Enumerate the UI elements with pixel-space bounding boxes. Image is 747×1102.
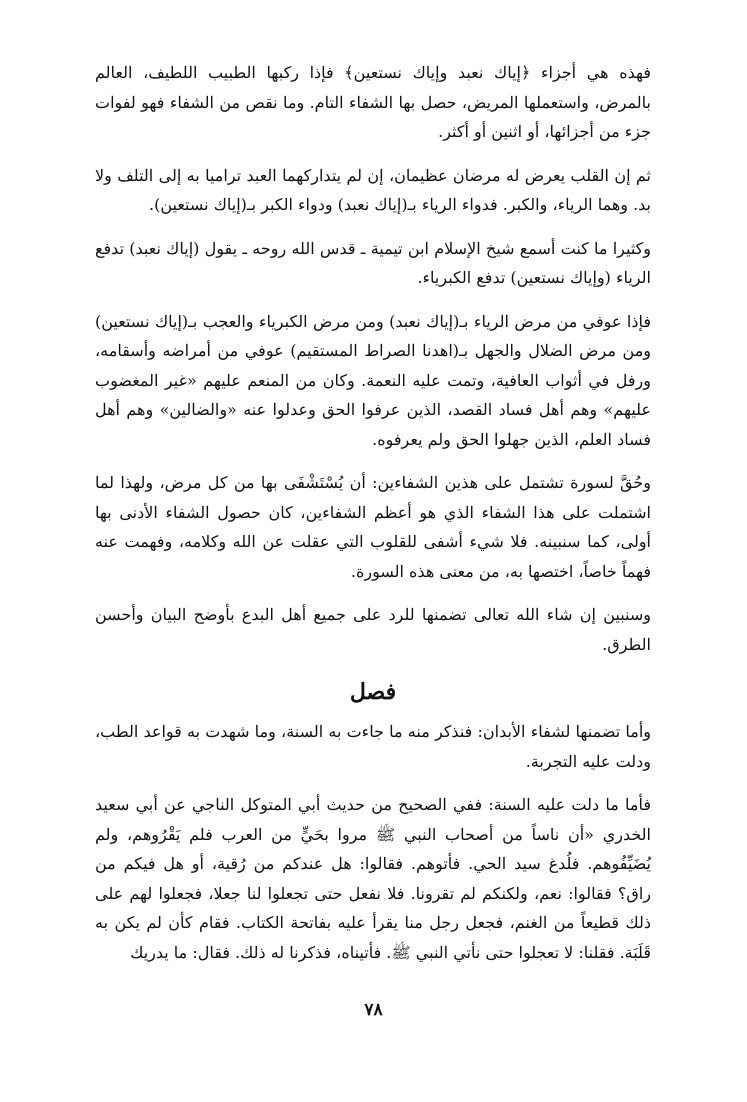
paragraph: ثم إن القلب يعرض له مرضان عظيمان، إن لم يتداركهما العبد تراميا به إلى التلف ولا بد. وهما الرياء، والكبر. فدواء الرياء بـ(إياك نعبد) ودواء الكبر بـ(إياك نستعين). xyxy=(95,165,651,214)
paragraph: وحُقَّ لسورة تشتمل على هذين الشفاءين: أن يُسْتَشْفَى بها من كل مرض، ولهذا لما اشتملت على هذا الشفاء الذي هو أعظم الشفاءين، كان حصول الشفاء الأدنى بها أولى، كما سنبينه. فلا شيء أشفى للقلوب التي عقلت عن الله وكلامه، وفهمت عنه فهماً خاصاً، اختصها به، من معنى هذه السورة. xyxy=(95,473,652,581)
paragraph: وأما تضمنها لشفاء الأبدان: فنذكر منه ما جاءت به السنة، وما شهدت به قواعد الطب، ودلت عليه التجربة. xyxy=(95,722,651,771)
page-body xyxy=(95,58,651,981)
paragraph: وكثيرا ما كنت أسمع شيخ الإسلام ابن تيمية ـ قدس الله روحه ـ يقول (إياك نعبد) تدفع الرياء (وإياك نستعين) تدفع الكبرياء. xyxy=(95,238,651,287)
paragraph: فإذا عوفي من مرض الرياء بـ(إياك نعبد) ومن مرض الكبرياء والعجب بـ(إياك نستعين) ومن مرض الضلال والجهل بـ(اهدنا الصراط المستقيم) عوفي من أمراضه وأسقامه، ورفل في أثواب العافية، وتمت عليه النعمة. وكان من المنعم عليهم «غير المغضوب عليهم» وهم أهل فساد القصد، الذين عرفوا الحق وعدلوا عنه «والضالين» وهم أهل فساد العلم، الذين جهلوا الحق ولم يعرفوه. xyxy=(95,311,651,449)
section-heading: فصل xyxy=(349,679,397,705)
paragraph: فهذه هي أجزاء ﴿إياك نعبد وإياك نستعين﴾ فإذا ركبها الطبيب اللطيف، العالم بالمرض، واستعملها المريض، حصل بها الشفاء التام. وما نقص من الشفاء فهو لفوات جزء من أجزائها، أو اثنين أو أكثر. xyxy=(95,63,651,141)
paragraph: وسنبين إن شاء الله تعالى تضمنها للرد على جميع أهل البدع بأوضح البيان وأحسن الطرق. xyxy=(95,605,651,654)
page-number: ٧٨ xyxy=(364,1000,383,1020)
paragraph: فأما ما دلت عليه السنة: ففي الصحيح من حديث أبي المتوكل الناجي عن أبي سعيد الخدري «أن ناساً من أصحاب النبي ﷺ مروا بحَيٍّ من العرب فلم يَقْرُوهم، ولم يُضَيِّفُوهم. فلُدغ سيد الحي. فأتوهم. فقالوا: هل عندكم من رُقية، أو هل فيكم من راق؟ فقالوا: نعم، ولكنكم لم تقرونا. فلا نفعل حتى تجعلوا لنا جعلا، فجعلوا لهم على ذلك قطيعاً من الغنم، فجعل رجل منا يقرأ عليه بفاتحة الكتاب. فقام كأن لم يكن به قَلَبَة. فقلنا: لا تعجلوا حتى نأتي النبي ﷺ. فأتيناه، فذكرنا له ذلك. فقال: ما يدريك xyxy=(95,795,651,962)
